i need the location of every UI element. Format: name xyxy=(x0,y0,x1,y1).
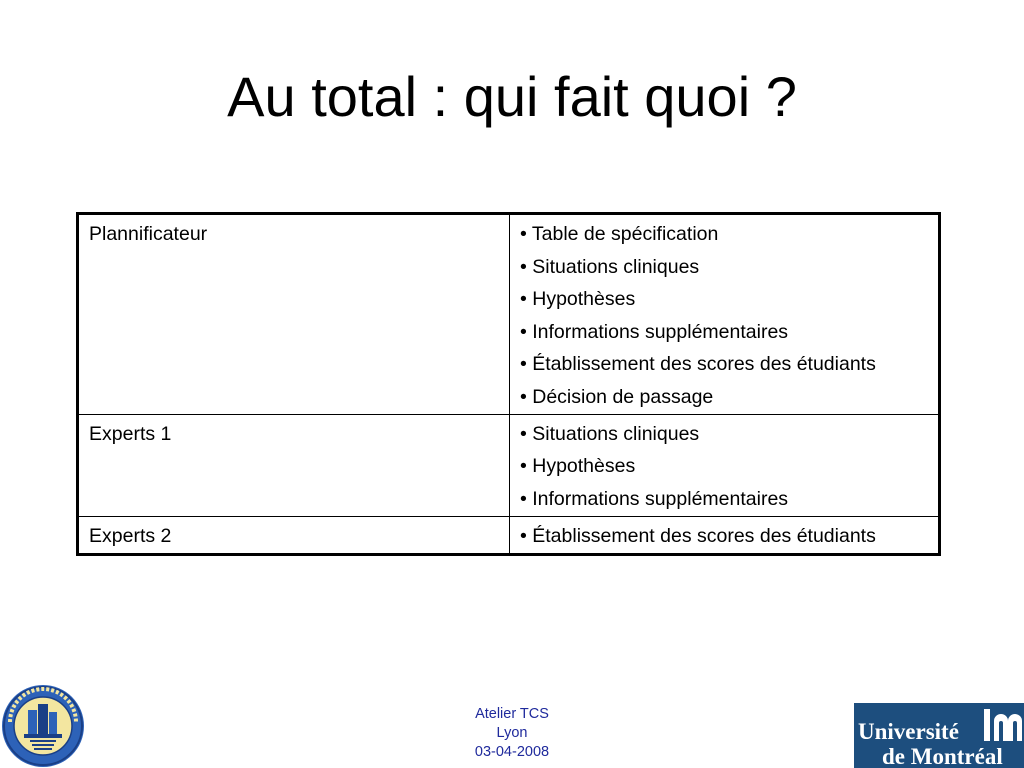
table-row xyxy=(78,214,940,415)
universite-de-montreal-logo xyxy=(854,703,1024,768)
udem-logo-line2: de Montréal xyxy=(882,744,1003,768)
udem-logo-line1: Université xyxy=(858,719,959,744)
task-item: • Établissement des scores des étudiants xyxy=(520,524,876,547)
footer-date: 03-04-2008 xyxy=(474,744,550,760)
role-cell: Experts 2 xyxy=(78,516,510,554)
task-item: • Hypothèses xyxy=(520,288,636,310)
task-item: • Informations supplémentaires xyxy=(520,487,789,510)
task-item: • Table de spécification xyxy=(520,223,719,245)
tasks-cell xyxy=(510,516,940,554)
task-item: • Situations cliniques xyxy=(520,255,700,278)
slide-title: Au total : qui fait quoi ? xyxy=(227,65,797,128)
table-row xyxy=(78,414,940,516)
udem-emblem-icon xyxy=(980,705,1024,743)
table-row xyxy=(78,516,940,554)
footer xyxy=(430,705,594,762)
footer-location: Lyon xyxy=(496,725,528,741)
faculte-de-medecine-logo xyxy=(0,684,86,768)
role-cell: Plannificateur xyxy=(78,214,510,415)
footer-event: Atelier TCS xyxy=(475,706,549,722)
task-item: • Décision de passage xyxy=(520,385,714,408)
task-item: • Situations cliniques xyxy=(520,422,700,445)
task-item: • Hypothèses xyxy=(520,455,636,477)
task-item: • Informations supplémentaires xyxy=(520,320,789,343)
task-item: • Établissement des scores des étudiants xyxy=(520,353,876,375)
tasks-cell xyxy=(510,414,940,516)
tasks-cell xyxy=(510,214,940,415)
roles-table xyxy=(76,212,941,556)
role-cell: Experts 1 xyxy=(78,414,510,516)
